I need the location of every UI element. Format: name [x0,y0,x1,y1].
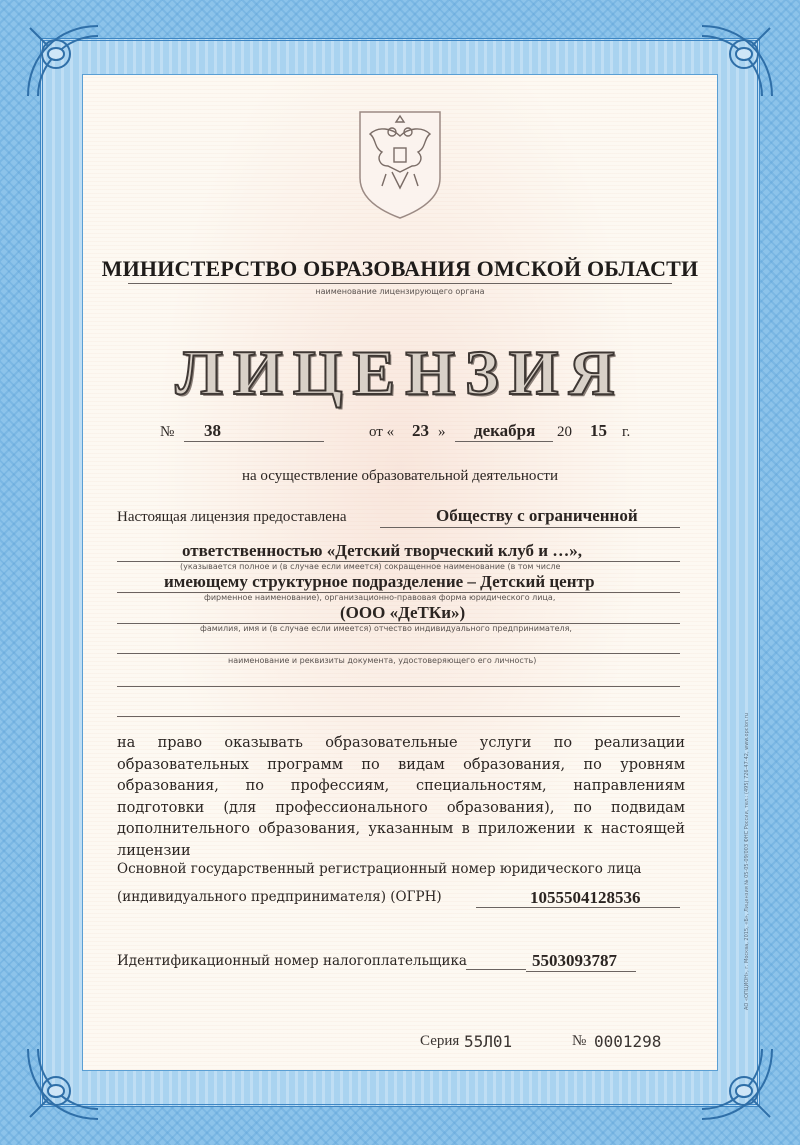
grantee-line-4: (ООО «ДеТКи») [340,603,466,622]
document-title: ЛИЦЕНЗИЯ [175,337,625,408]
grantee-caption-1: (указывается полное и (в случае если имеется) сокращенное наименование (в том числе [180,562,561,571]
issuing-authority-caption: наименование лицензирующего органа [315,287,485,296]
divider [476,907,680,908]
series-value: 55Л01 [464,1032,513,1051]
grantee-caption-2: фирменное наименование), организационно-правовая форма юридического лица, [204,593,556,602]
license-month: декабря [474,421,536,440]
divider [117,716,680,717]
inn-value: 5503093787 [532,951,617,970]
coat-of-arms-icon [356,108,444,220]
ogrn-value: 1055504128536 [530,888,641,907]
date-close-label: » [438,424,446,440]
divider [380,527,680,528]
license-purpose: на осуществление образовательной деятельности [241,468,559,484]
divider [117,653,680,654]
license-number-label: № [160,424,175,440]
year-suffix: 15 [590,421,607,440]
date-open-label: от « [369,424,395,440]
grantee-caption-3: фамилия, имя и (в случае если имеется) отчество индивидуального предпринимателя, [200,624,572,633]
license-day: 23 [412,421,429,440]
grantee-line-1: Обществу с ограниченной [436,506,638,525]
divider [117,686,680,687]
divider [466,969,526,970]
year-label: г. [622,424,631,440]
divider [184,441,324,442]
grantee-caption-4: наименование и реквизиты документа, удостоверяющего его личность) [228,656,537,665]
ogrn-label-1: Основной государственный регистрационный номер юридического лица [117,861,642,877]
divider [128,283,672,284]
license-number: 38 [204,421,221,440]
grantee-line-2: ответственностью «Детский творческий клуб и …», [182,541,583,560]
rights-text: на право оказывать образовательные услуги по реализации образовательных программ по видам образования, по уровням образования, по профессиям, специальностям, направлениям подготовки (для профессионального образования), по подвидам дополнительного образования, указанным в приложении к настоящей лицензии [117,735,685,859]
printer-imprint: АО «ОПЦИОН», г. Москва, 2015, «Б», Лицензия № 05-05-09/003 ФНС России, тел.: (495) 726-47-42, www.opcion.ru [744,713,750,1010]
blank-number-label: № [572,1033,587,1049]
blank-number: 0001298 [594,1032,662,1051]
grantee-intro: Настоящая лицензия предоставлена [117,509,347,525]
inn-label: Идентификационный номер налогоплательщика [117,953,467,969]
ogrn-label-2: (индивидуального предпринимателя) (ОГРН) [117,889,442,905]
divider [526,971,636,972]
series-label: Серия [420,1033,460,1049]
issuing-authority: МИНИСТЕРСТВО ОБРАЗОВАНИЯ ОМСКОЙ ОБЛАСТИ [101,256,699,281]
year-prefix: 20 [557,424,572,440]
grantee-line-3: имеющему структурное подразделение – Детский центр [164,572,595,591]
divider [455,441,553,442]
